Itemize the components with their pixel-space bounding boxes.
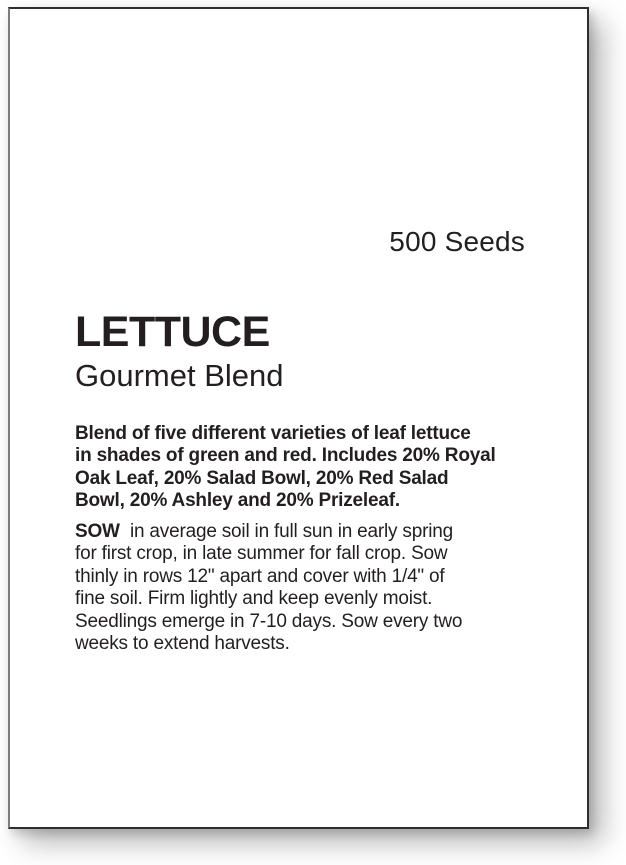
seed-count: 500 Seeds	[389, 226, 525, 257]
description-line-3: Oak Leaf, 20% Salad Bowl, 20% Red Salad	[75, 467, 449, 489]
sowing-line-2: for first crop, in late summer for fall crop. Sow	[75, 543, 448, 565]
sowing-line-1-text: in average soil in full sun in early spring	[119, 521, 453, 542]
packet-title: LETTUCE	[75, 308, 270, 356]
description-paragraph	[75, 423, 565, 513]
seed-packet-back	[8, 7, 589, 829]
description-line-4: Bowl, 20% Ashley and 20% Prizeleaf.	[75, 490, 400, 512]
sowing-line-4: fine soil. Firm lightly and keep evenly moist.	[75, 588, 433, 610]
sowing-line-6: weeks to extend harvests.	[75, 633, 290, 655]
sow-label: SOW	[75, 521, 120, 542]
packet-subtitle: Gourmet Blend	[75, 358, 284, 393]
sowing-line-5: Seedlings emerge in 7-10 days. Sow every two	[75, 610, 463, 632]
sowing-line-3: thinly in rows 12" apart and cover with 1/4" of	[75, 565, 445, 587]
sowing-paragraph	[75, 521, 565, 655]
sowing-line-1	[75, 521, 565, 543]
description-line-1: Blend of five different varieties of leaf lettuce	[75, 423, 471, 444]
description-line-2: in shades of green and red. Includes 20% Royal	[75, 445, 496, 467]
